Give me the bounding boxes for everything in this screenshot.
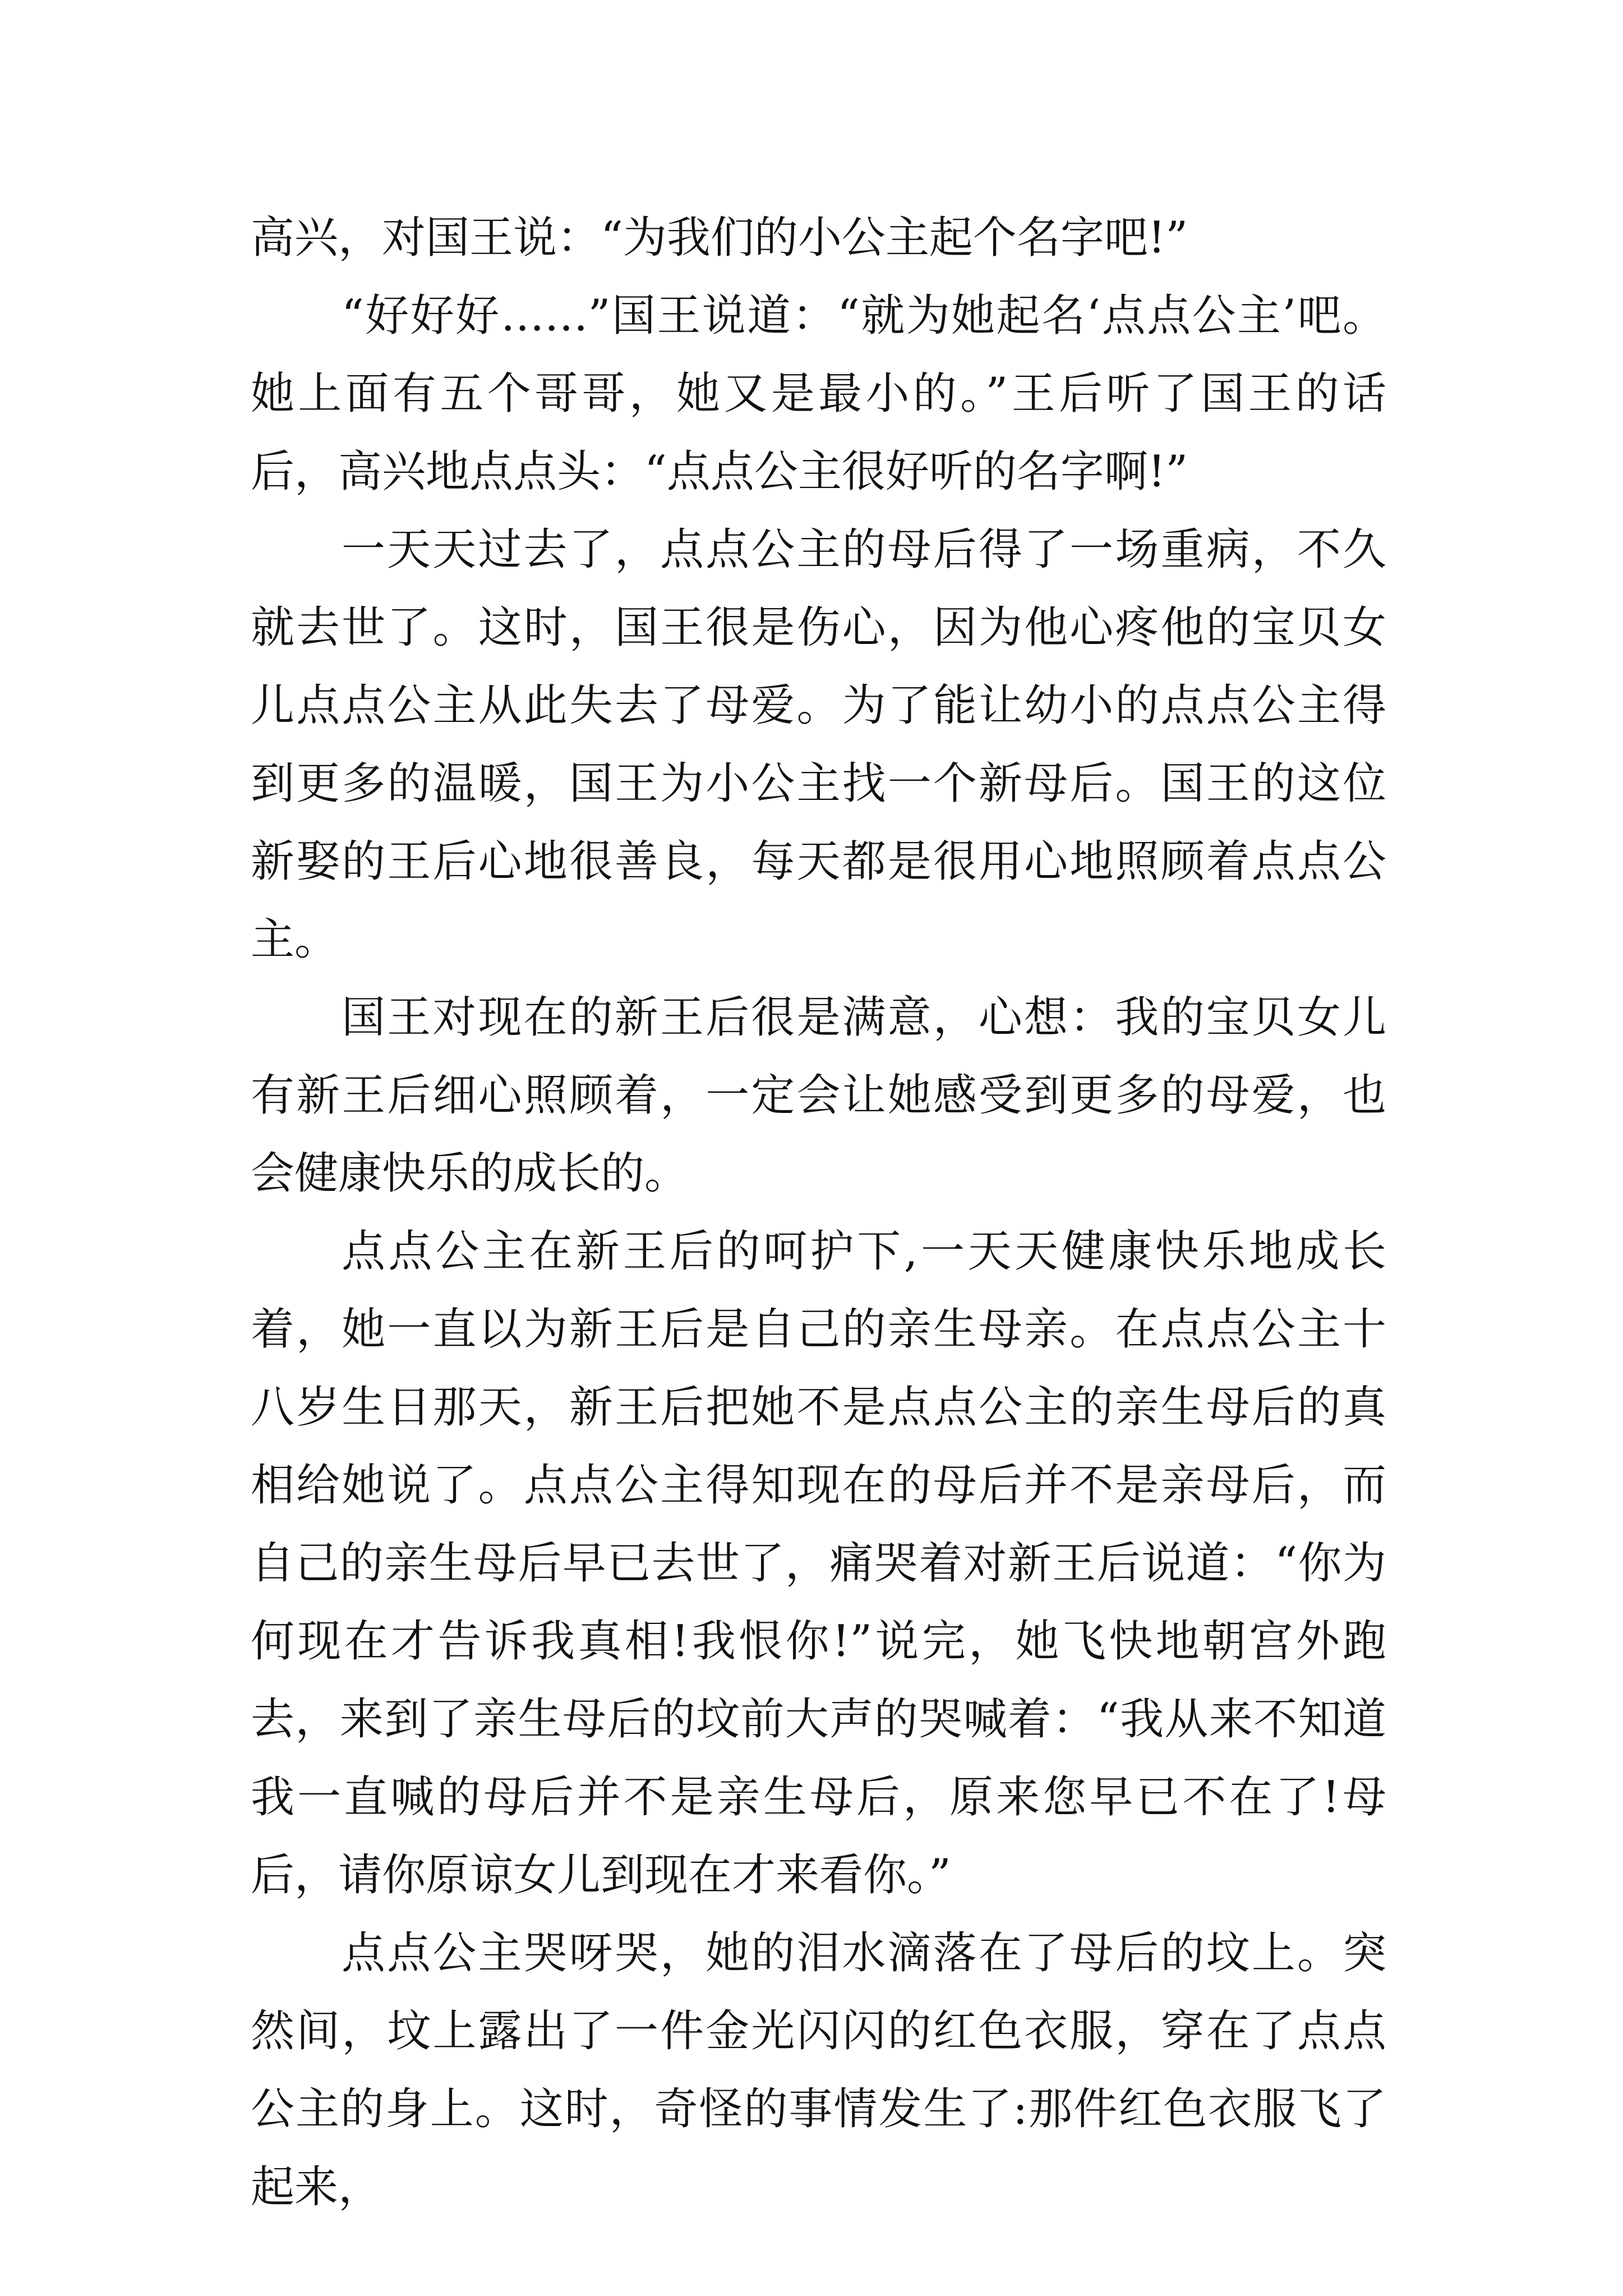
paragraph-4: 国王对现在的新王后很是满意，心想：我的宝贝女儿有新王后细心照顾着，一定会让她感受到更多的母爱，也会健康快乐的成长的。: [251, 992, 1386, 1199]
paragraph-6: 点点公主哭呀哭，她的泪水滴落在了母后的坟上。突然间，坟上露出了一件金光闪闪的红色衣服，穿在了点点公主的身上。这时，奇怪的事情发生了:那件红色衣服飞了起来，: [251, 1928, 1386, 2212]
paragraph-3: 一天天过去了，点点公主的母后得了一场重病，不久就去世了。这时，国王很是伤心，因为他心疼他的宝贝女儿点点公主从此失去了母爱。为了能让幼小的点点公主得到更多的温暖，国王为小公主找一个新母后。国王的这位新娶的王后心地很善良，每天都是很用心地照顾着点点公主。: [251, 524, 1386, 965]
paragraph-2: “好好好……”国王说道：“就为她起名‘点点公主’吧。她上面有五个哥哥，她又是最小的。”王后听了国王的话后，高兴地点点头：“点点公主很好听的名字啊!”: [251, 291, 1386, 497]
paragraph-1: 高兴，对国王说：“为我们的小公主起个名字吧!”: [251, 213, 1188, 263]
paragraph-5: 点点公主在新王后的呵护下,一天天健康快乐地成长着，她一直以为新王后是自己的亲生母亲。在点点公主十八岁生日那天，新王后把她不是点点公主的亲生母后的真相给她说了。点点公主得知现在的母后并不是亲母后，而自己的亲生母后早已去世了，痛哭着对新王后说道：“你为何现在才告诉我真相!我恨你!”说完，她飞快地朝宫外跑去，来到了亲生母后的坟前大声的哭喊着：“我从来不知道我一直喊的母后并不是亲生母后，原来您早已不在了!母后，请你原谅女儿到现在才来看你。”: [251, 1226, 1386, 1901]
story-text: [251, 199, 1386, 2226]
